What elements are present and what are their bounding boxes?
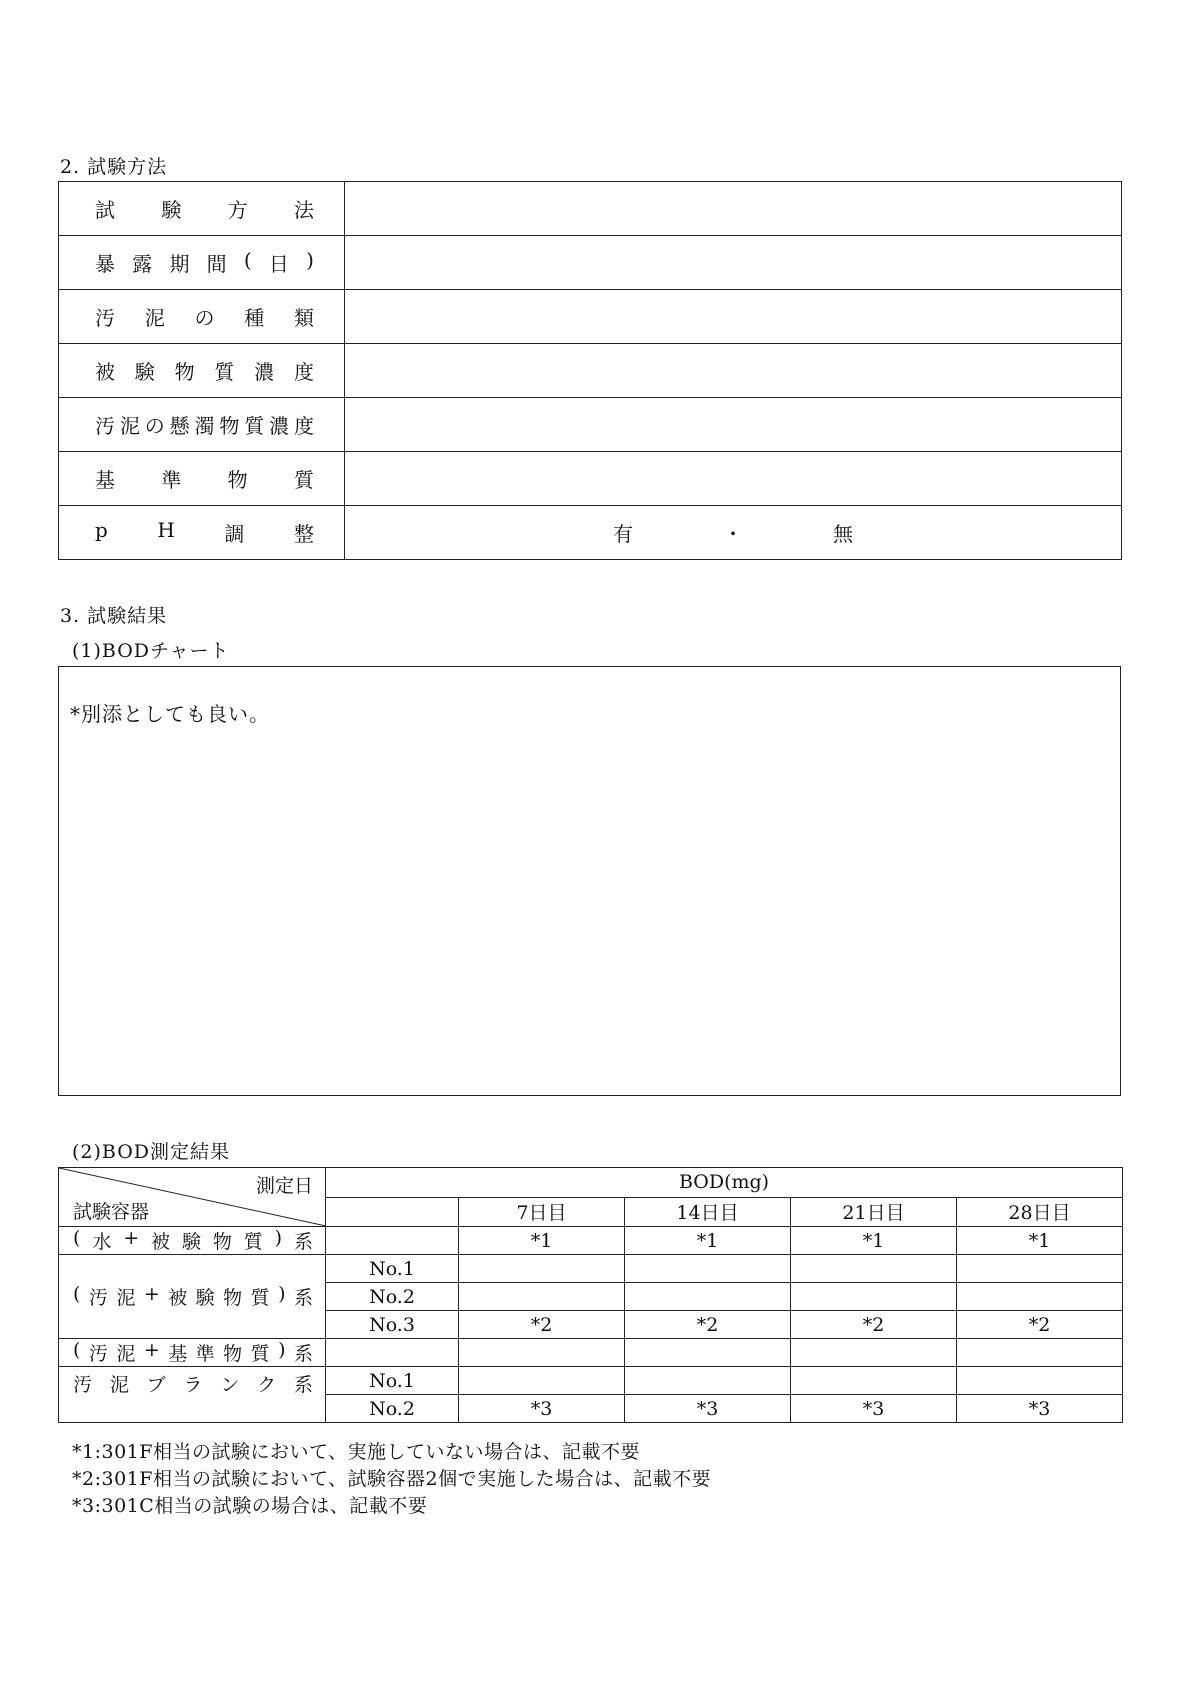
group-label-sludge-test [59,1255,326,1339]
method-row [59,452,1122,506]
label-char: + [123,1227,140,1249]
label-char: 準 [195,1343,215,1365]
bod-cell[interactable]: *3 [957,1395,1123,1423]
label-char: 汚 [95,414,115,438]
label-char: 間 [206,252,227,276]
bod-chart-area[interactable] [58,666,1121,1096]
method-row [59,290,1122,344]
label-char: 泥 [144,306,165,330]
bod-cell[interactable] [791,1339,957,1367]
bod-cell[interactable] [459,1339,625,1367]
bod-cell[interactable] [625,1367,791,1395]
bod-cell[interactable]: *2 [957,1311,1123,1339]
label-char: 物 [174,360,195,384]
value-cell-sludge-type[interactable] [345,290,1122,344]
label-char: H [157,518,175,542]
label-char: ク [257,1374,277,1396]
label-char: 験 [161,198,182,222]
label-char: 験 [134,360,155,384]
label-char: 水 [92,1231,112,1253]
label-char: 物 [223,1287,243,1309]
section3-heading: 3. 試験結果 [60,605,168,627]
label-char: 試 [95,198,115,222]
bod-cell[interactable] [791,1255,957,1283]
bod-results-table [58,1167,1123,1423]
label-char: 汚 [88,1343,108,1365]
bod-cell[interactable]: *2 [625,1311,791,1339]
bod-cell[interactable] [957,1339,1123,1367]
table-row [59,1255,1123,1283]
label-char: 暴 [95,252,115,276]
label-char: 汚 [88,1287,108,1309]
label-char: 準 [161,468,182,492]
label-char: 系 [293,1287,313,1309]
bod-cell[interactable]: *3 [791,1395,957,1423]
bod-cell[interactable]: *1 [459,1227,625,1255]
bod-cell[interactable]: *1 [791,1227,957,1255]
bod-chart-subheading: (1)BODチャート [72,640,230,662]
label-char: ( [73,1283,81,1305]
method-row [59,182,1122,236]
method-row [59,398,1122,452]
label-char: 整 [294,522,314,546]
corner-container-label: 試験容器 [73,1201,150,1223]
bod-cell[interactable] [459,1255,625,1283]
bod-cell[interactable] [459,1367,625,1395]
bod-cell[interactable]: *2 [459,1311,625,1339]
label-char: ン [220,1374,240,1396]
row-label-exposure-period [59,236,345,290]
label-char: ) [306,248,314,272]
label-char: 被 [95,360,115,384]
label-char: 被 [151,1231,171,1253]
bod-cell[interactable] [957,1255,1123,1283]
label-char: 種 [244,306,265,330]
no-cell [326,1227,459,1255]
label-char: ブ [146,1374,166,1396]
label-char: ラ [183,1374,203,1396]
label-char: 泥 [116,1343,136,1365]
no-cell: No.1 [326,1367,459,1395]
table-row [59,1339,1123,1367]
bod-mg-header: BOD(mg) [326,1168,1123,1198]
bod-cell[interactable]: *1 [625,1227,791,1255]
row-label-test-method [59,182,345,236]
bod-cell[interactable] [625,1255,791,1283]
value-cell-reference-substance[interactable] [345,452,1122,506]
label-char: 物 [223,1343,243,1365]
no-cell: No.1 [326,1255,459,1283]
label-char: 被 [168,1287,188,1309]
label-char: p [95,518,108,542]
label-char: 物 [219,414,240,438]
footnote-2: *2:301F相当の試験において、試験容器2個で実施した場合は、記載不要 [72,1468,712,1490]
row-label-ph-adjustment [59,506,345,560]
label-char: ( [73,1339,81,1361]
label-char: ) [274,1227,283,1249]
label-char: 期 [169,252,190,276]
value-cell-test-substance-concentration[interactable] [345,344,1122,398]
label-char: 基 [95,468,115,492]
label-char: 調 [224,522,245,546]
label-char: 質 [250,1343,270,1365]
no-cell: No.3 [326,1311,459,1339]
value-cell-suspended-solids[interactable] [345,398,1122,452]
day-header: 7日目 [459,1197,625,1227]
label-char: 質 [244,414,265,438]
row-label-suspended-solids [59,398,345,452]
label-char: + [143,1283,160,1305]
label-char: 物 [227,468,248,492]
label-char: ) [278,1339,286,1361]
bod-cell[interactable] [957,1367,1123,1395]
label-char: 基 [168,1343,188,1365]
test-method-table [58,181,1122,560]
label-char: 系 [293,1343,313,1365]
bod-results-subheading: (2)BOD測定結果 [72,1141,231,1163]
label-char: 度 [294,414,314,438]
label-char: 法 [293,198,314,222]
label-char: 質 [214,360,235,384]
label-char: 験 [195,1287,215,1309]
label-char: 系 [293,1231,313,1253]
footnote-1: *1:301F相当の試験において、実施していない場合は、記載不要 [72,1441,641,1463]
no-cell: No.2 [326,1283,459,1311]
label-char: 汚 [95,306,115,330]
label-char: 懸 [169,414,190,438]
bod-cell[interactable] [625,1283,791,1311]
ph-option-no[interactable]: 無 [833,522,853,546]
label-char: 濁 [194,414,215,438]
label-char: ( [73,1227,81,1249]
no-cell: No.2 [326,1395,459,1423]
label-char: の [194,306,215,330]
label-char: 汚 [73,1374,93,1396]
bod-cell[interactable] [957,1283,1123,1311]
ph-option-separator: ・ [723,522,743,546]
label-char: 泥 [119,414,140,438]
ph-option-yes[interactable]: 有 [613,522,633,546]
label-char: 物 [212,1231,232,1253]
value-cell-exposure-period[interactable] [345,236,1122,290]
day-header: 21日目 [791,1197,957,1227]
label-char: 質 [250,1287,270,1309]
label-char: 日 [268,252,289,276]
label-char: ( [243,248,252,272]
table-row [59,1367,1123,1395]
bod-cell[interactable]: *3 [459,1395,625,1423]
bod-cell[interactable] [625,1339,791,1367]
group-label-sludge-reference [59,1339,326,1367]
bod-cell[interactable]: *1 [957,1227,1123,1255]
label-char: ) [278,1283,286,1305]
bod-cell[interactable]: *2 [791,1311,957,1339]
row-label-reference-substance [59,452,345,506]
label-char: 濃 [254,360,275,384]
label-char: 質 [293,468,314,492]
label-char: 方 [227,198,248,222]
label-char: 類 [294,306,314,330]
label-char: 露 [132,252,153,276]
label-char: 験 [181,1231,201,1253]
group-label-sludge-blank [59,1367,326,1423]
label-char: の [144,414,165,438]
row-label-sludge-type [59,290,345,344]
header-row [59,1168,1123,1198]
method-row [59,506,1122,560]
group-label-water-test [59,1227,326,1255]
row-label-test-substance-concentration [59,344,345,398]
method-row [59,236,1122,290]
day-header: 28日目 [957,1197,1123,1227]
bod-chart-note: *別添としても良い。 [70,702,270,726]
value-cell-test-method[interactable] [345,182,1122,236]
label-char: + [143,1339,160,1361]
day-header: 14日目 [625,1197,791,1227]
blank-header-cell [326,1197,459,1227]
footnote-3: *3:301C相当の試験の場合は、記載不要 [72,1495,428,1517]
label-char: 系 [293,1374,313,1396]
label-char: 質 [243,1231,263,1253]
method-row [59,344,1122,398]
no-cell [326,1339,459,1367]
corner-measure-date-label: 測定日 [255,1175,313,1197]
corner-header-cell [59,1168,326,1227]
ph-options-cell [345,506,1122,560]
label-char: 泥 [109,1374,129,1396]
bod-cell[interactable] [791,1367,957,1395]
bod-cell[interactable]: *3 [625,1395,791,1423]
bod-cell[interactable] [791,1283,957,1311]
table-row [59,1227,1123,1255]
section2-heading: 2. 試験方法 [60,156,168,178]
bod-cell[interactable] [459,1283,625,1311]
label-char: 泥 [116,1287,136,1309]
label-char: 濃 [269,414,290,438]
label-char: 度 [293,360,314,384]
